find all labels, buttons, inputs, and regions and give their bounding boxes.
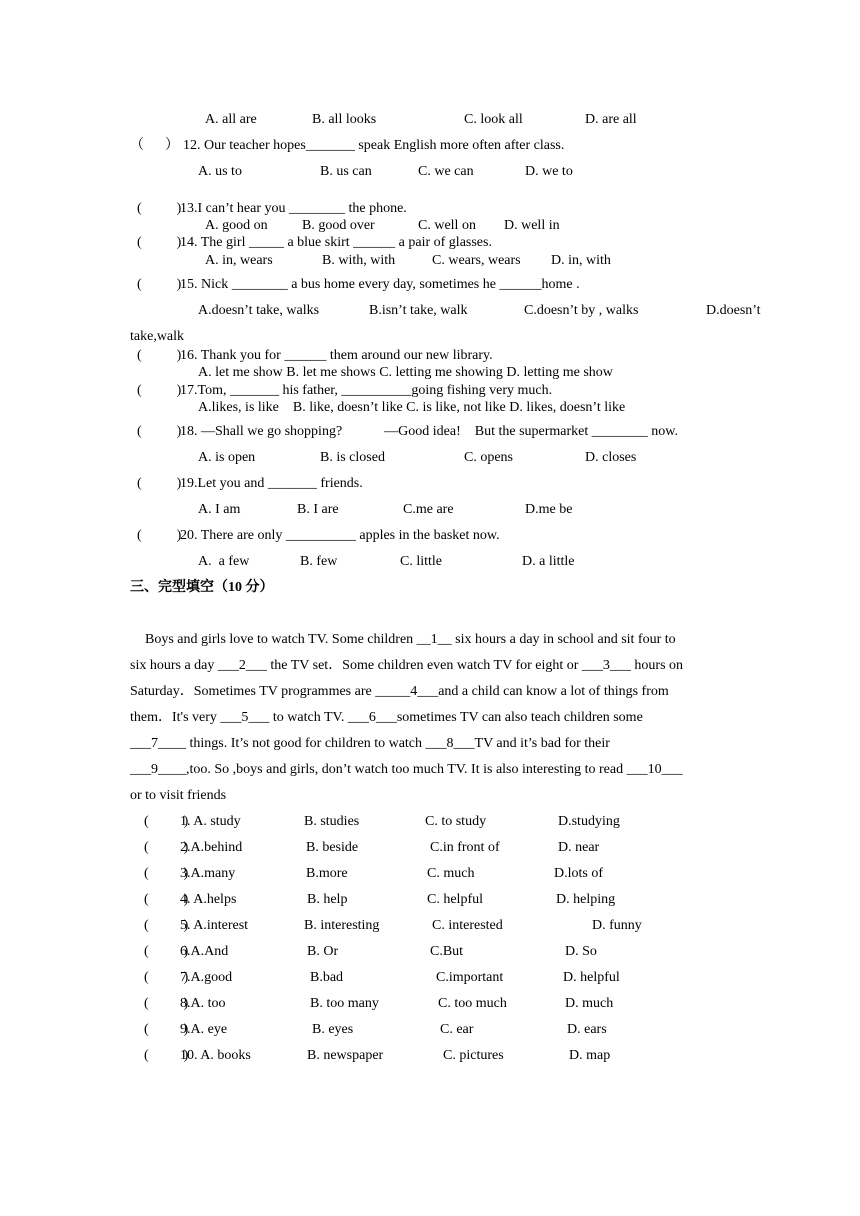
q13-option-a: A. good on	[205, 218, 268, 233]
q13-option-c: C. well on	[418, 218, 476, 233]
cloze-answer-bracket[interactable]: ( )	[144, 892, 189, 907]
q15-option-b: B.isn’t take, walk	[369, 303, 468, 318]
cloze-answer-bracket[interactable]: ( )	[144, 970, 189, 985]
q18-answer-bracket[interactable]: ( )	[137, 424, 182, 439]
q14-answer-bracket[interactable]: ( )	[137, 235, 182, 250]
q19-answer-bracket[interactable]: ( )	[137, 476, 182, 491]
q15-option-c: C.doesn’t by , walks	[524, 303, 639, 318]
cloze-option-d: D. map	[569, 1048, 611, 1063]
cloze-option-c: C. to study	[425, 814, 487, 829]
cloze-option-c: C. interested	[432, 918, 503, 933]
q12-option-b: B. us can	[320, 164, 372, 179]
cloze-option-d: D. much	[565, 996, 614, 1011]
cloze-answer-bracket[interactable]: ( )	[144, 996, 189, 1011]
q15-option-a: A.doesn’t take, walks	[198, 303, 320, 318]
q12-option-d: D. we to	[525, 164, 573, 179]
q12-stem: 12. Our teacher hopes_______ speak English more often after class.	[183, 138, 565, 153]
cloze-option-b: B. newspaper	[307, 1048, 384, 1063]
cloze-option-a: 9.A. eye	[180, 1022, 228, 1037]
cloze-option-a: 6.A.And	[180, 944, 229, 959]
passage-line: them．It's very ___5___ to watch TV. ___6___sometimes TV can also teach children some	[130, 710, 643, 725]
cloze-option-a: 3.A.many	[180, 866, 236, 881]
cloze-option-d: D.studying	[558, 814, 620, 829]
cloze-option-b: B. help	[307, 892, 348, 907]
q13-option-d: D. well in	[504, 218, 560, 233]
q17-options: A.likes, is like B. like, doesn’t like C. is like, not like D. likes, doesn’t like	[198, 400, 626, 415]
cloze-option-a: 4. A.helps	[180, 892, 237, 907]
q20-answer-bracket[interactable]: ( )	[137, 528, 182, 543]
q14-option-c: C. wears, wears	[432, 253, 521, 268]
cloze-answer-bracket[interactable]: ( )	[144, 944, 189, 959]
q18-option-a: A. is open	[198, 450, 256, 465]
cloze-answer-bracket[interactable]: ( )	[144, 840, 189, 855]
cloze-option-b: B. beside	[306, 840, 359, 855]
q20-option-c: C. little	[400, 554, 442, 569]
q15-option-d-continued: take,walk	[130, 329, 185, 344]
q15-answer-bracket[interactable]: ( )	[137, 277, 182, 292]
q12-option-a: A. us to	[198, 164, 242, 179]
cloze-option-d: D. helpful	[563, 970, 620, 985]
cloze-option-a: 7.A.good	[180, 970, 233, 985]
cloze-option-a: 10. A. books	[180, 1048, 251, 1063]
cloze-option-c: C. helpful	[427, 892, 483, 907]
passage-line: Boys and girls love to watch TV. Some children __1__ six hours a day in school and sit four to	[145, 632, 676, 647]
cloze-option-d: D. helping	[556, 892, 616, 907]
cloze-option-c: C.But	[430, 944, 464, 959]
q13-option-b: B. good over	[302, 218, 375, 233]
cloze-answer-bracket[interactable]: ( )	[144, 918, 189, 933]
q14-option-a: A. in, wears	[205, 253, 273, 268]
q17-stem: 17.Tom, _______ his father, __________going fishing very much.	[180, 383, 553, 398]
cloze-option-a: 2.A.behind	[180, 840, 243, 855]
cloze-answer-bracket[interactable]: ( )	[144, 814, 189, 829]
cloze-option-b: B.bad	[310, 970, 344, 985]
q13-answer-bracket[interactable]: ( )	[137, 201, 182, 216]
q11-option-b: B. all looks	[312, 112, 377, 127]
q20-stem: 20. There are only __________ apples in the basket now.	[180, 528, 500, 543]
q20-option-b: B. few	[300, 554, 338, 569]
cloze-option-c: C. much	[427, 866, 475, 881]
cloze-option-b: B. studies	[304, 814, 360, 829]
q18-option-b: B. is closed	[320, 450, 385, 465]
cloze-option-b: B. interesting	[304, 918, 380, 933]
q12-answer-bracket[interactable]: （ ）	[130, 138, 179, 153]
cloze-option-a: 8.A. too	[180, 996, 226, 1011]
cloze-option-d: D. near	[558, 840, 600, 855]
q13-stem: 13.I can’t hear you ________ the phone.	[180, 201, 407, 216]
cloze-answer-bracket[interactable]: ( )	[144, 1048, 189, 1063]
passage-line: six hours a day ___2___ the TV set．Some children even watch TV for eight or ___3___ hours on	[130, 658, 684, 673]
q18-option-c: C. opens	[464, 450, 513, 465]
q16-stem: 16. Thank you for ______ them around our new library.	[180, 348, 493, 363]
q14-option-d: D. in, with	[551, 253, 611, 268]
cloze-option-b: B. too many	[310, 996, 379, 1011]
cloze-option-c: C.in front of	[430, 840, 500, 855]
q16-answer-bracket[interactable]: ( )	[137, 348, 182, 363]
cloze-option-c: C. too much	[438, 996, 507, 1011]
q19-stem: 19.Let you and _______ friends.	[180, 476, 363, 491]
q12-option-c: C. we can	[418, 164, 474, 179]
cloze-option-d: D.lots of	[554, 866, 603, 881]
q15-option-d: D.doesn’t	[706, 303, 761, 318]
q11-option-a: A. all are	[205, 112, 257, 127]
cloze-option-b: B. Or	[307, 944, 339, 959]
passage-line: or to visit friends	[130, 788, 227, 803]
section-heading-cloze: 三、完型填空（10 分）	[130, 580, 274, 595]
passage-line: ___9____,too. So ,boys and girls, don’t watch too much TV. It is also interesting to read ___10___	[130, 762, 683, 777]
q20-option-d: D. a little	[522, 554, 575, 569]
q16-options: A. let me show B. let me shows C. letting me showing D. letting me show	[198, 365, 613, 380]
q14-option-b: B. with, with	[322, 253, 396, 268]
q19-option-c: C.me are	[403, 502, 454, 517]
cloze-option-a: 1. A. study	[180, 814, 241, 829]
cloze-option-b: B.more	[306, 866, 348, 881]
q14-stem: 14. The girl _____ a blue skirt ______ a pair of glasses.	[180, 235, 492, 250]
q11-option-d: D. are all	[585, 112, 637, 127]
cloze-option-d: D. funny	[592, 918, 642, 933]
passage-line: ___7____ things. It’s not good for children to watch ___8___TV and it’s bad for their	[130, 736, 610, 751]
cloze-option-d: D. So	[565, 944, 597, 959]
q19-option-a: A. I am	[198, 502, 241, 517]
cloze-answer-bracket[interactable]: ( )	[144, 866, 189, 881]
cloze-answer-bracket[interactable]: ( )	[144, 1022, 189, 1037]
cloze-option-c: C. ear	[440, 1022, 474, 1037]
passage-line: Saturday．Sometimes TV programmes are _____4___and a child can know a lot of things from	[130, 684, 669, 699]
q20-option-a: A. a few	[198, 554, 250, 569]
cloze-option-d: D. ears	[567, 1022, 607, 1037]
q18-option-d: D. closes	[585, 450, 637, 465]
q11-option-c: C. look all	[464, 112, 523, 127]
q19-option-b: B. I are	[297, 502, 339, 517]
cloze-option-c: C. pictures	[443, 1048, 504, 1063]
q19-option-d: D.me be	[525, 502, 573, 517]
q18-stem: 18. —Shall we go shopping? —Good idea! But the supermarket ________ now.	[180, 424, 678, 439]
cloze-option-b: B. eyes	[312, 1022, 354, 1037]
q15-stem: 15. Nick ________ a bus home every day, sometimes he ______home .	[180, 277, 580, 292]
cloze-option-c: C.important	[436, 970, 504, 985]
q17-answer-bracket[interactable]: ( )	[137, 383, 182, 398]
cloze-option-a: 5. A.interest	[180, 918, 249, 933]
cloze-passage	[130, 627, 730, 809]
